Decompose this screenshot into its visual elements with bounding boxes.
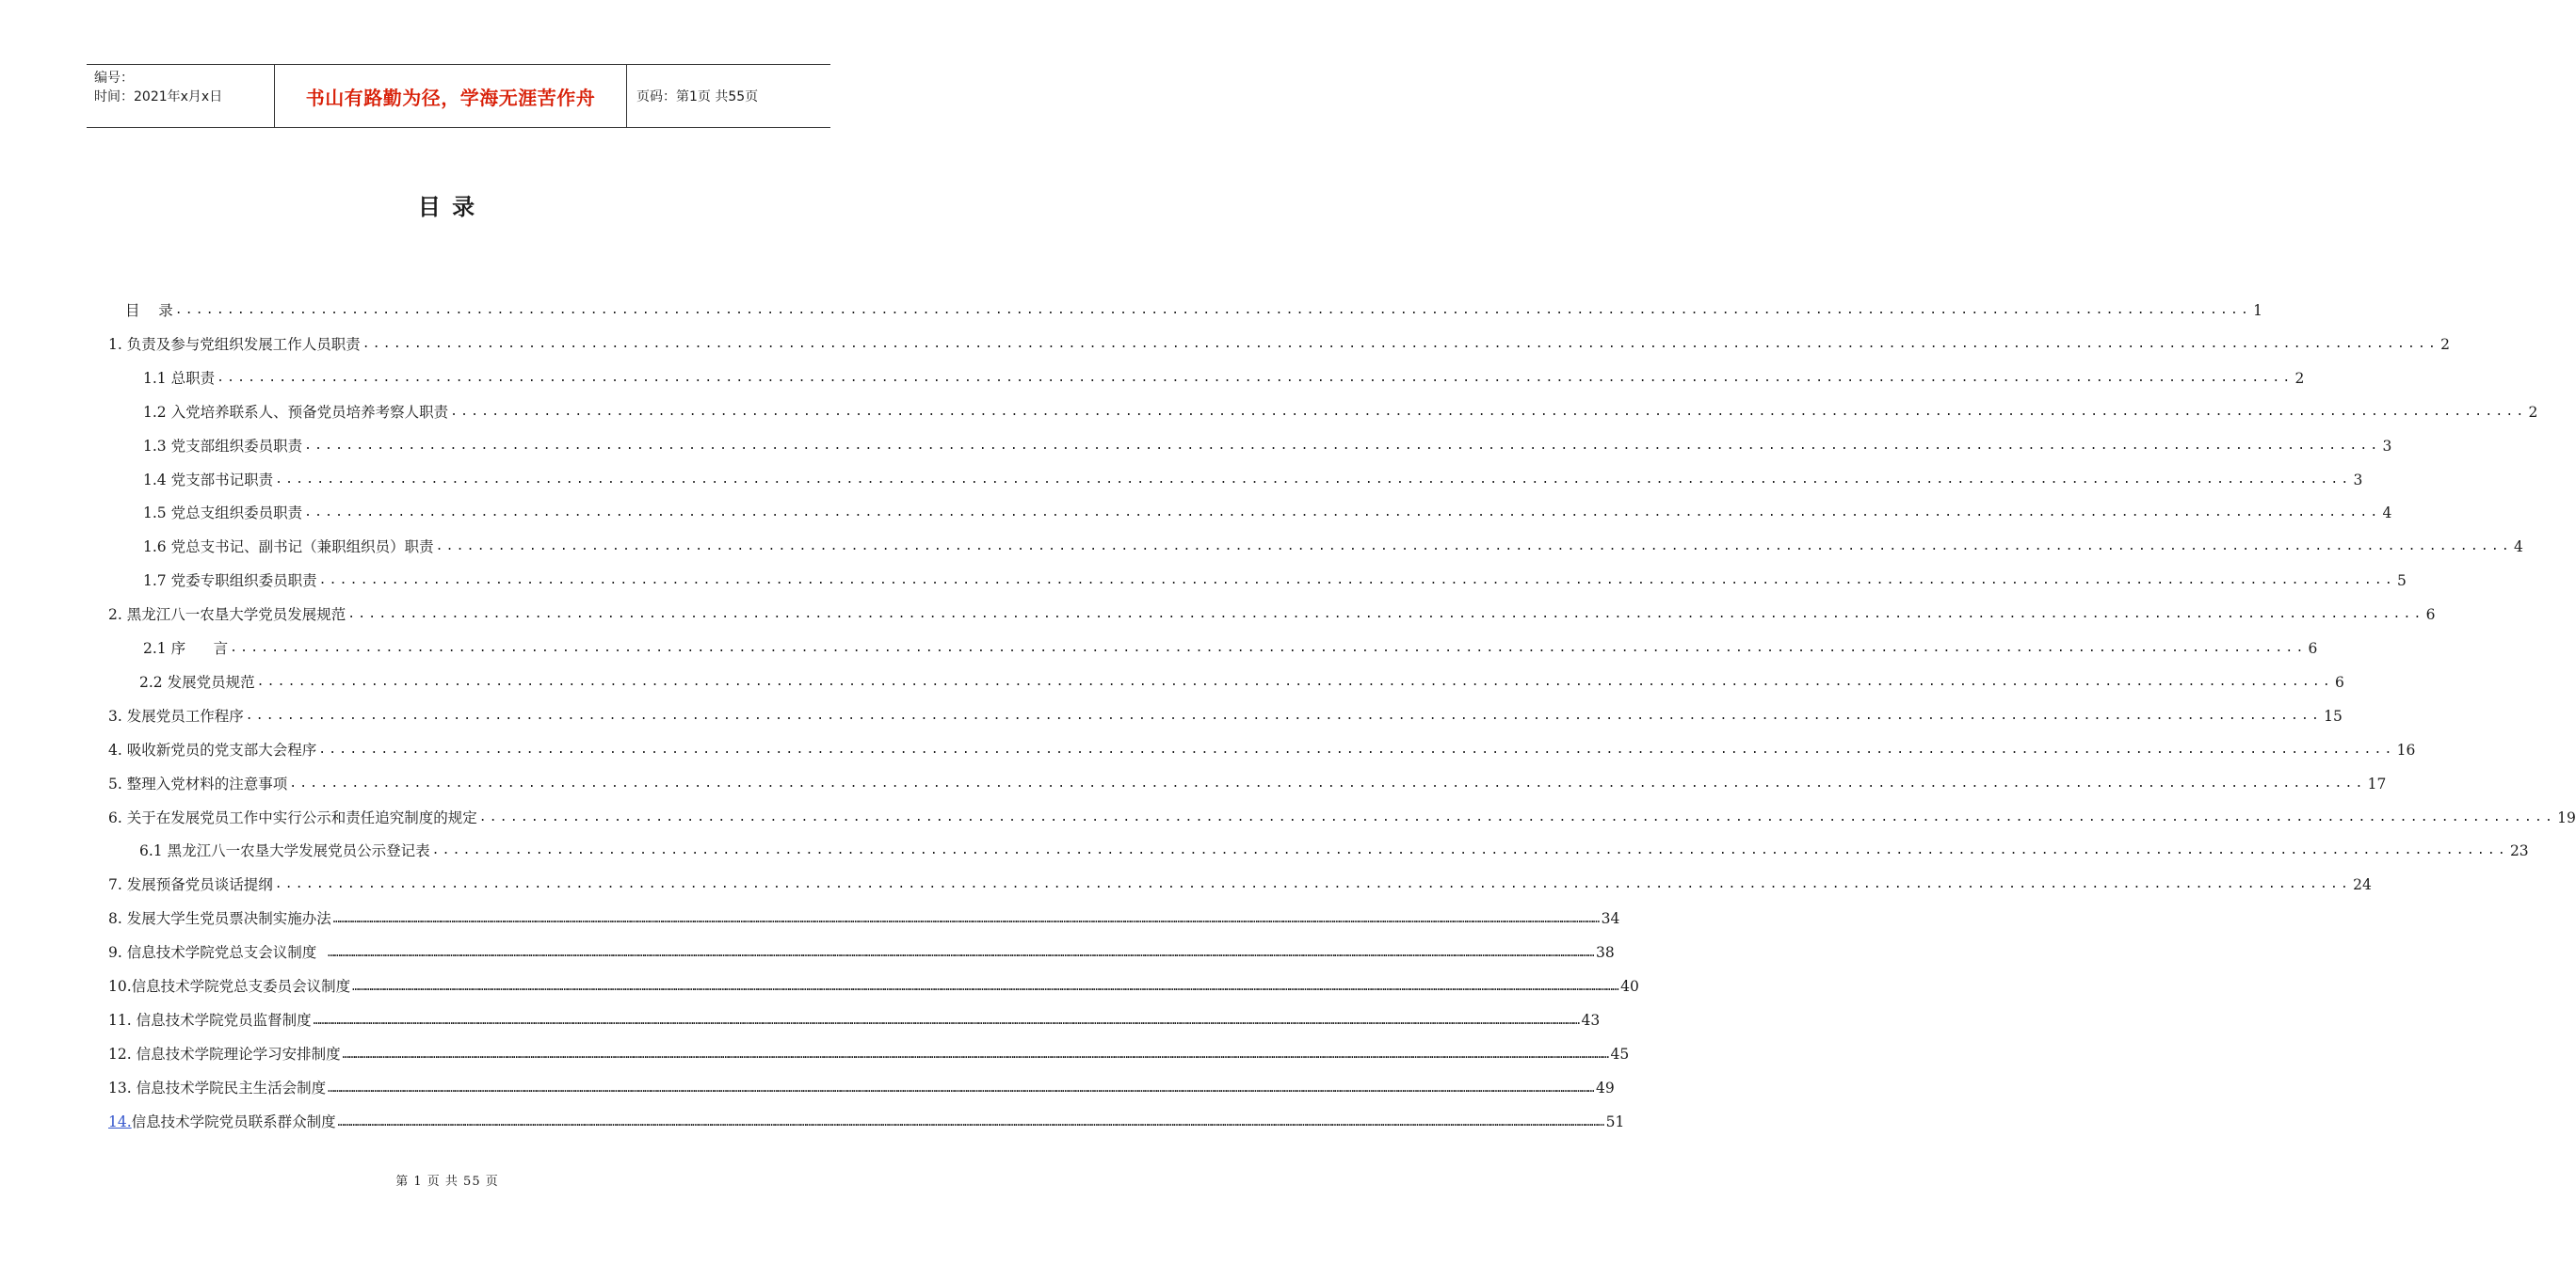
document-title: 目 录 [417,194,477,220]
toc-entry[interactable] [108,1101,1625,1131]
toc-leader-dots: ........................................................................................................................................................................................................ [450,404,2527,419]
toc-leader-dots: ........................................................................................................................................................................................................ [289,776,2366,791]
toc-entry-title: 发展党员工作程序 [126,707,244,725]
toc-leader-dots: ........................................................................................................................................................................................................ [217,370,2294,385]
toc-leader-dots: …………………………………………………………………………………………………………………………………………………………………………………………………………………………………………………………………………………………………………………………………………………………………………………………………………………………………………………………………………………………………………………………………………………… [328,1081,1595,1095]
toc-entry[interactable] [108,864,2372,894]
toc-entry-number: 13. [108,1079,137,1097]
toc-entry-title: 整理入党材料的注意事项 [126,775,288,793]
toc-entry-page: 51 [1605,1113,1625,1130]
toc-entry-page: 6 [2334,673,2344,691]
toc-entry-title: 信息技术学院民主生活会制度 [136,1079,327,1097]
toc-entry-page: 2 [2440,335,2450,353]
toc-entry-page: 40 [1620,978,1639,995]
header-page-info: 页码：第1页 共55页 [636,89,759,104]
header-meta [87,65,275,127]
toc-entry-page: 49 [1596,1079,1615,1097]
toc-leader-dots: …………………………………………………………………………………………………………………………………………………………………………………………………………………………………………………………………………………………………………………………………………………………………………………………………………………………………………………………………………………………………………………………………………………… [337,1114,1604,1129]
toc-entry-title: 黑龙江八一农垦大学发展党员公示登记表 [167,842,430,860]
toc-entry-number: 11. [108,1011,137,1029]
toc-entry[interactable] [108,763,2387,793]
toc-leader-dots: ........................................................................................................................................................................................................ [245,708,2323,723]
toc-entry-page: 2 [2528,403,2538,421]
toc-entry-page: 6 [2425,606,2436,624]
toc-entry-number: 3. [108,707,127,725]
toc-entry-title: 党总支组织委员职责 [170,504,303,522]
toc-entry-title: 信息技术学院党总支委员会议制度 [131,978,351,995]
toc-leader-dots: ........................................................................................................................................................................................................ [275,472,2352,487]
toc-leader-dots: …………………………………………………………………………………………………………………………………………………………………………………………………………………………………………………………………………………………………………………………………………………………………………………………………………………………………………………………………………………………………………………………………………………… [332,912,1600,926]
toc-leader-dots: ........................................................................................................................................................................................................ [304,438,2381,453]
toc-leader-dots: ........................................................................................................................................................................................................ [347,607,2424,622]
toc-entry-title: 信息技术学院党总支会议制度 [126,944,327,962]
toc-entry-title: 目 录 [125,302,173,319]
toc-entry-title: 信息技术学院党员监督制度 [136,1011,312,1029]
toc-entry[interactable] [108,594,2436,624]
toc-entry-page: 15 [2324,707,2343,725]
toc-entry-page: 34 [1601,910,1620,928]
toc-entry[interactable] [143,628,2318,658]
toc-entry-number: 1.3 [143,437,171,455]
toc-entry-title: 负责及参与党组织发展工作人员职责 [126,335,361,353]
toc-entry-page: 3 [2353,471,2363,488]
toc-entry[interactable] [143,425,2392,456]
toc-entry-page: 1 [2253,302,2262,319]
toc-leader-dots: ........................................................................................................................................................................................................ [362,336,2439,351]
toc-entry-title: 入党培养联系人、预备党员培养考察人职责 [170,403,449,421]
toc-entry-title: 总职责 [170,369,216,387]
toc-entry[interactable] [108,966,1639,996]
toc-leader-dots: …………………………………………………………………………………………………………………………………………………………………………………………………………………………………………………………………………………………………………………………………………………………………………………………………………………………………………………………………………………………………………………………………………………… [328,946,1594,960]
toc-leader-dots: ........................................................................................................................................................................................................ [318,742,2395,757]
toc-entry[interactable] [108,898,1620,928]
toc-entry[interactable] [108,1033,1630,1064]
toc-leader-dots: ........................................................................................................................................................................................................ [274,877,2352,892]
toc-entry-title: 党总支书记、副书记（兼职组织员）职责 [170,538,434,556]
toc-leader-dots: …………………………………………………………………………………………………………………………………………………………………………………………………………………………………………………………………………………………………………………………………………………………………………………………………………………………………………………………………………………………………………………………………………………… [313,1013,1580,1027]
serial-label: 编号： [94,71,134,86]
toc-leader-dots: ........................................................................................................................................................................................................ [318,573,2395,588]
page-header [87,64,830,128]
toc-entry-page: 6 [2308,640,2318,657]
toc-entry-title: 关于在发展党员工作中实行公示和责任追究制度的规定 [126,809,477,826]
toc-entry[interactable] [108,797,2576,827]
toc-leader-dots: …………………………………………………………………………………………………………………………………………………………………………………………………………………………………………………………………………………………………………………………………………………………………………………………………………………………………………………………………………………………………………………………………………………… [342,1047,1609,1061]
toc-entry[interactable] [143,358,2305,388]
toc-leader-dots: ........................................................................................................................................................................................................ [256,674,2333,689]
toc-entry[interactable] [108,1067,1615,1097]
toc-leader-dots: ........................................................................................................................................................................................................ [174,303,2252,317]
toc-entry[interactable] [108,1000,1601,1030]
toc-entry-page: 5 [2396,572,2407,590]
toc-entry-number: 9. [108,944,127,962]
toc-entry[interactable] [143,459,2363,489]
toc-entry-title: 发展党员规范 [167,673,255,691]
toc-leader-dots: ........................................................................................................................................................................................................ [431,843,2508,858]
toc-entry-page: 4 [2382,504,2392,522]
toc-entry-page: 16 [2396,741,2416,759]
time-label: 时间：2021年x月x日 [94,89,223,104]
header-motto: 书山有路勤为径，学海无涯苦作舟 [275,65,627,127]
toc-entry-number: 1.5 [143,504,171,522]
toc-leader-dots: …………………………………………………………………………………………………………………………………………………………………………………………………………………………………………………………………………………………………………………………………………………………………………………………………………………………………………………………………………………………………………………………………………………… [352,980,1619,993]
toc-entry-number: 1. [108,335,127,353]
toc-entry[interactable] [139,830,2529,860]
toc-entry-number: 10. [108,978,132,995]
toc-entry-number: 6. [108,809,127,826]
toc-leader-dots: ........................................................................................................................................................................................................ [435,539,2512,554]
toc-entry[interactable] [108,729,2416,760]
toc-entry-page: 23 [2509,842,2529,860]
toc-leader-dots: ........................................................................................................................................................................................................ [230,641,2307,655]
toc-entry-number: 2.2 [139,673,168,691]
toc-entry-title: 党支部组织委员职责 [170,437,303,455]
toc-entry-number: 1.6 [143,538,171,556]
toc-entry[interactable] [143,560,2407,590]
toc-entry-title: 信息技术学院党员联系群众制度 [131,1113,336,1130]
toc-entry-number: 4. [108,741,127,759]
toc-entry-title: 黑龙江八一农垦大学党员发展规范 [126,606,346,624]
toc-entry[interactable] [143,526,2523,556]
toc-entry[interactable] [125,290,2262,320]
toc-entry-title: 发展大学生党员票决制实施办法 [126,910,331,928]
toc-entry[interactable] [108,932,1615,962]
toc-entry-number: 1.1 [143,369,171,387]
toc-entry-title: 发展预备党员谈话提纲 [126,876,273,894]
toc-entry-number: 1.4 [143,471,171,488]
toc-entry-title: 党委专职组织委员职责 [170,572,317,590]
toc-entry-page: 24 [2353,876,2372,894]
toc-entry-number: 2. [108,606,127,624]
toc-entry-page: 3 [2382,437,2392,455]
toc-entry[interactable] [108,696,2343,726]
toc-entry-number: 7. [108,876,127,894]
toc-entry-number[interactable]: 14. [108,1113,132,1130]
toc-entry-page: 2 [2294,369,2305,387]
toc-entry-page: 43 [1581,1011,1601,1029]
toc-entry-number: 1.7 [143,572,171,590]
toc-leader-dots: ........................................................................................................................................................................................................ [478,809,2556,825]
page-footer: 第 1 页 共 55 页 [395,1175,499,1189]
toc-entry-number: 8. [108,910,127,928]
toc-entry-page: 17 [2367,775,2387,793]
toc-leader-dots: ........................................................................................................................................................................................................ [304,505,2381,520]
toc-entry-page: 19 [2557,809,2576,826]
toc-entry-number: 12. [108,1045,137,1063]
toc-entry[interactable] [108,324,2450,354]
toc-entry-number: 1.2 [143,403,171,421]
toc-entry-title: 吸收新党员的党支部大会程序 [126,741,317,759]
toc-entry-page: 38 [1596,944,1615,962]
toc-entry-title: 党支部书记职责 [170,471,274,488]
toc-entry-page: 45 [1610,1045,1630,1063]
toc-entry-title: 信息技术学院理论学习安排制度 [136,1045,341,1063]
toc-entry-number: 2.1 [143,640,171,657]
toc-entry-number: 5. [108,775,127,793]
toc-entry-title: 序 言 [170,640,229,657]
toc-entry[interactable] [143,492,2392,522]
toc-entry[interactable] [143,392,2538,422]
toc-entry-page: 4 [2513,538,2523,556]
toc-entry-number: 6.1 [139,842,168,860]
toc-entry[interactable] [139,662,2344,692]
